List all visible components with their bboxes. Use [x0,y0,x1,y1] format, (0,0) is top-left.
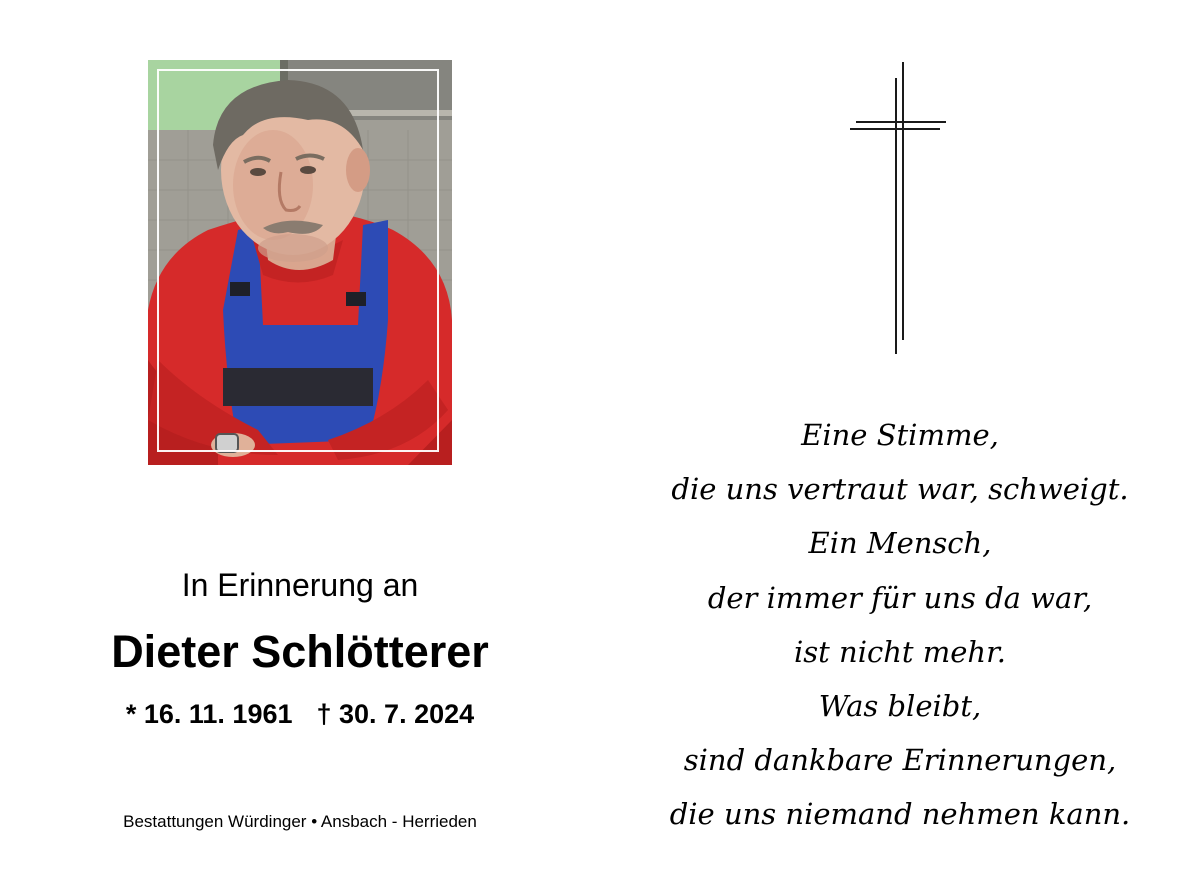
funeral-home-credit: Bestattungen Würdinger • Ansbach - Herrieden [123,812,477,831]
death-date: † 30. 7. 2024 [316,699,475,729]
poem-line: sind dankbare Erinnerungen, [683,743,1117,778]
poem-line: die uns vertraut war, schweigt. [671,472,1129,507]
poem-line: Ein Mensch, [808,526,992,561]
deceased-name: Dieter Schlötterer [111,626,489,677]
life-dates [0,697,600,731]
poem-line: der immer für uns da war, [707,580,1093,615]
cross-icon [848,60,952,360]
right-panel [600,0,1200,891]
portrait-photo [148,60,452,465]
memorial-intro: In Erinnerung an [181,567,419,603]
poem-line: Was bleibt, [818,688,982,723]
poem-line: die uns niemand nehmen kann. [669,797,1131,832]
poem-line: ist nicht mehr. [793,634,1006,669]
photo-frame [157,69,439,452]
poem-line: Eine Stimme, [801,418,999,452]
memorial-poem [600,408,1200,842]
birth-date: * 16. 11. 1961 [125,699,293,729]
